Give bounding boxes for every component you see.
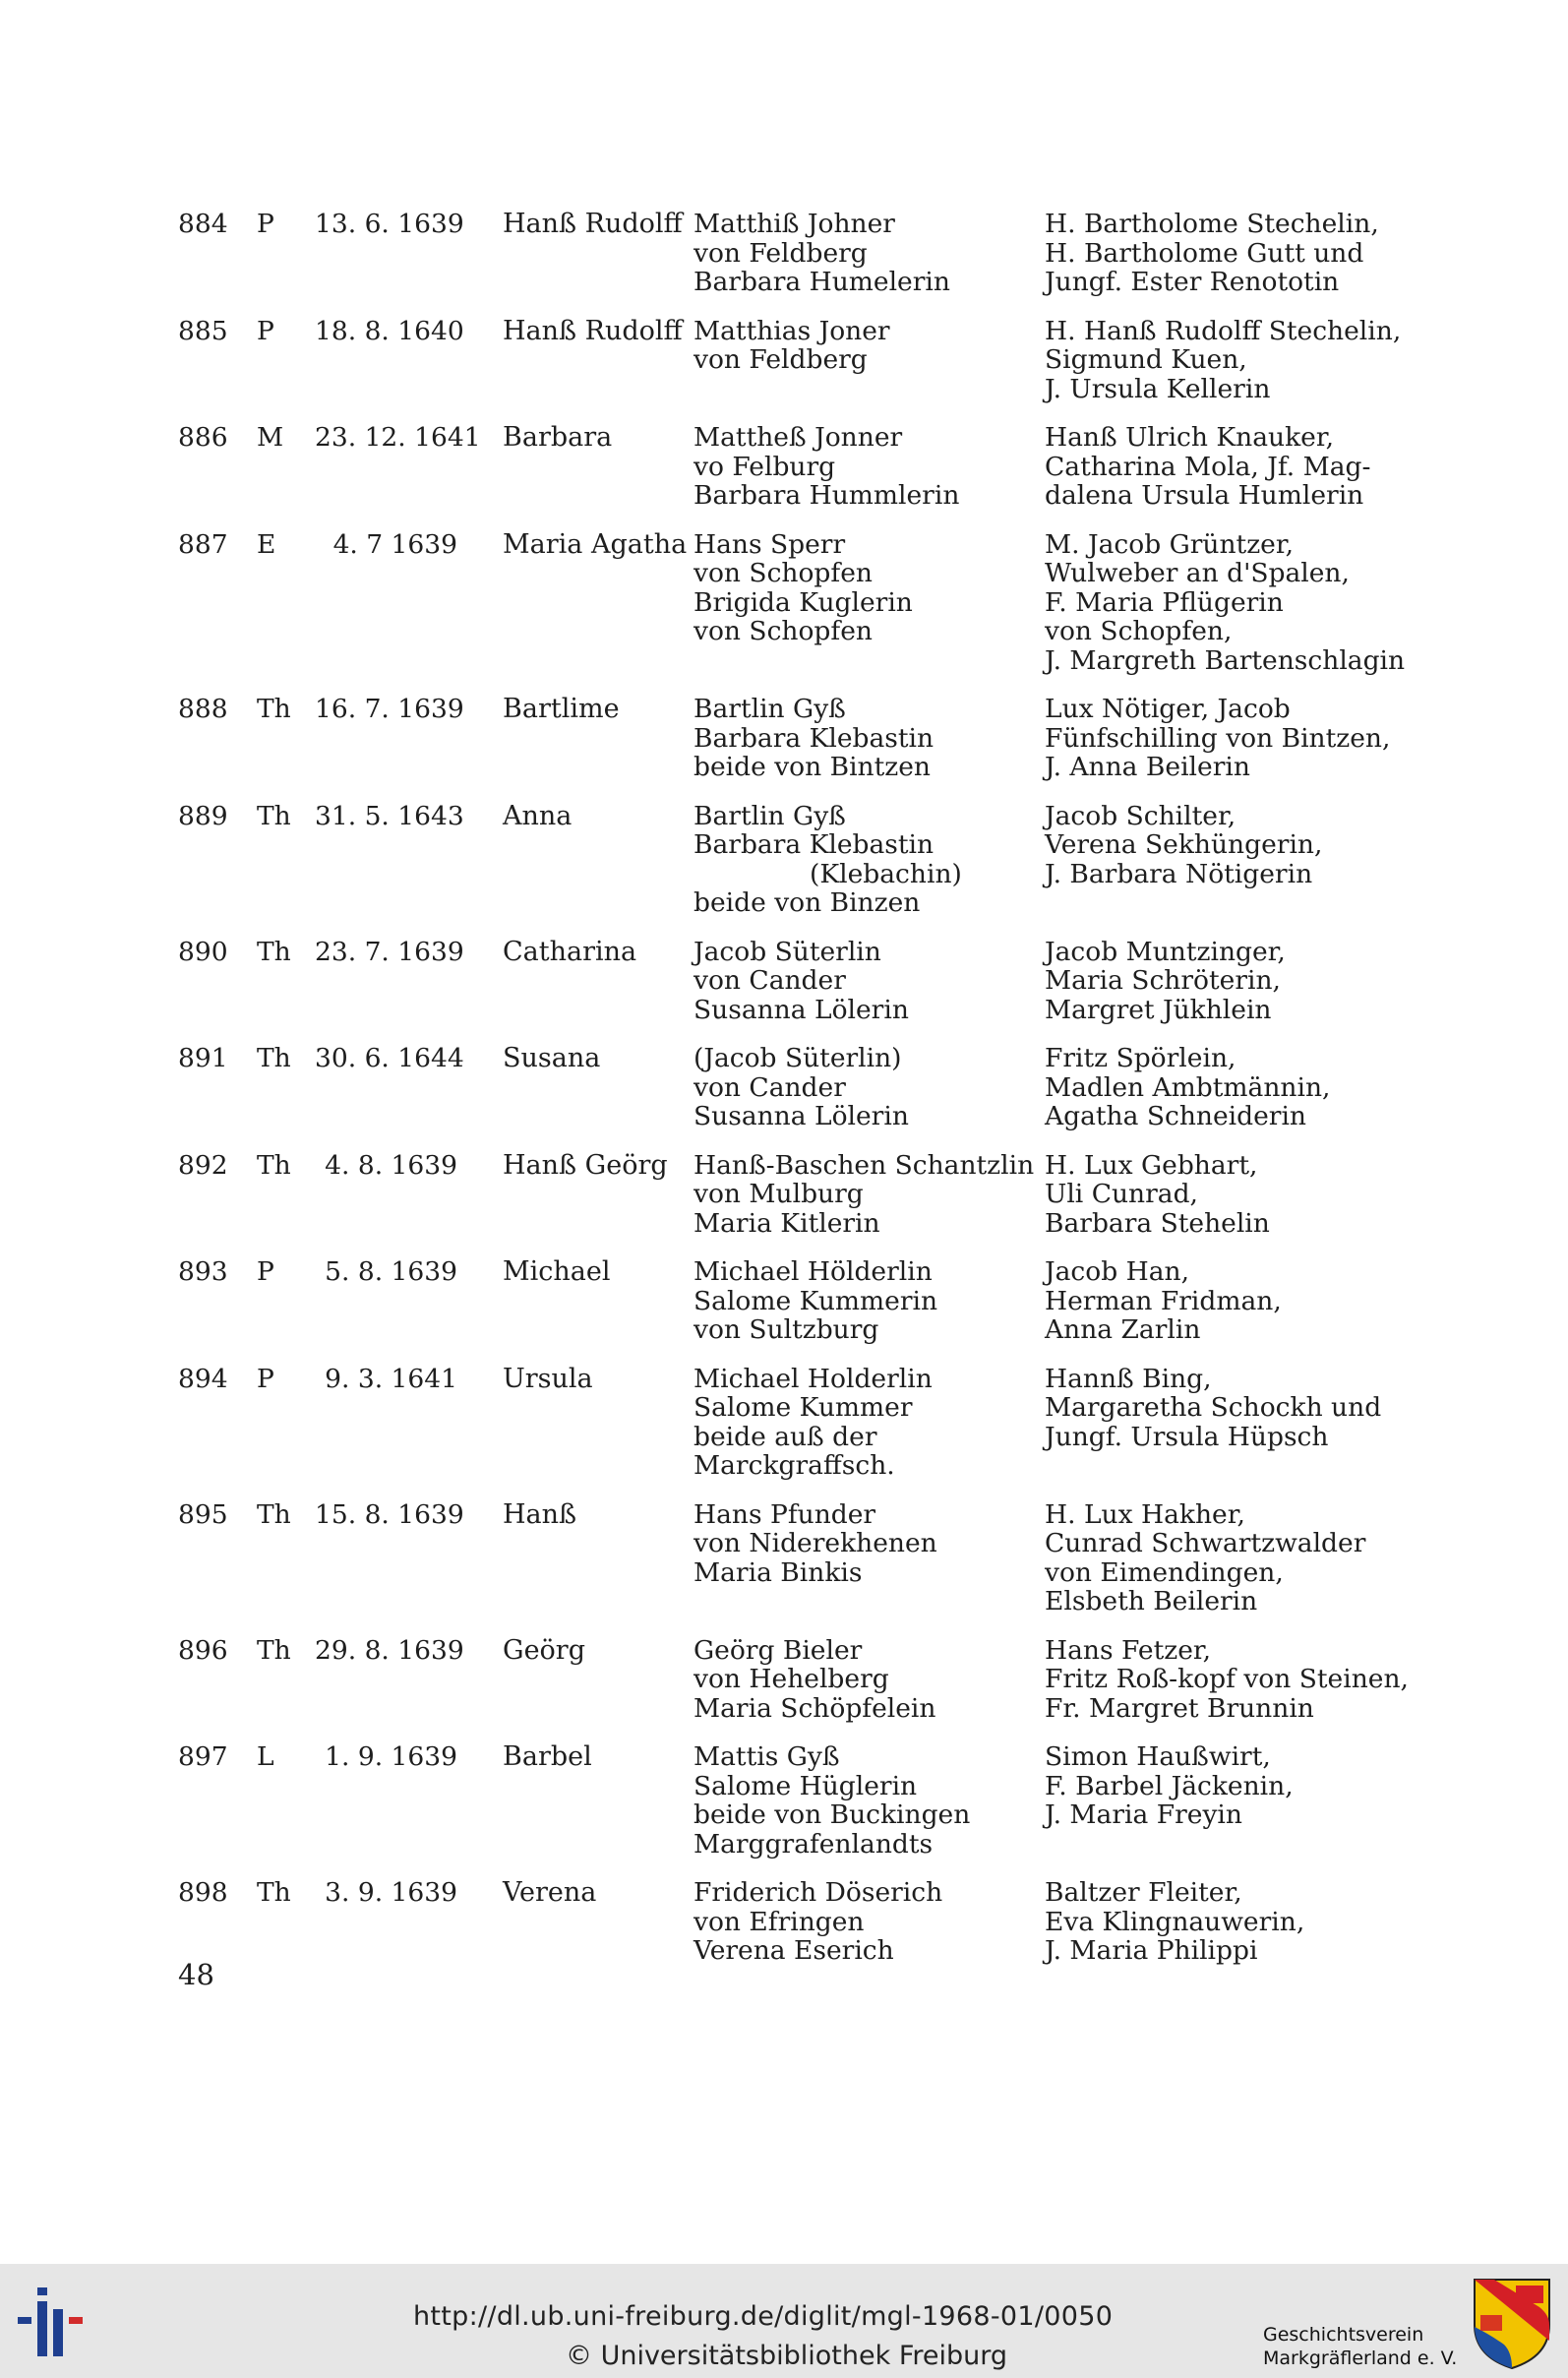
parent-line: beide von Bintzen	[694, 752, 931, 782]
entry-number: 896	[178, 1634, 228, 1666]
parent-line: (Jacob Süterlin)	[694, 1043, 902, 1073]
sponsor-line: Anna Zarlin	[1045, 1314, 1201, 1345]
sponsor-line: H. Hanß Rudolff Stechelin,	[1045, 315, 1402, 346]
entry-code: Th	[257, 1634, 291, 1666]
entry-date: 4. 8. 1639	[325, 1149, 457, 1181]
entry-code: E	[257, 528, 276, 560]
sponsor-line: H. Bartholome Gutt und	[1045, 237, 1364, 269]
parents-column	[694, 695, 934, 782]
entry-code: P	[257, 1363, 274, 1394]
sponsor-line: Uli Cunrad,	[1045, 1179, 1198, 1209]
parents-column	[694, 530, 913, 646]
sponsor-line: Simon Haußwirt,	[1045, 1741, 1271, 1772]
entry-date: 18. 8. 1640	[315, 315, 464, 346]
sponsor-line: Margaretha Schockh und	[1045, 1392, 1382, 1423]
sponsor-line: Baltzer Fleiter,	[1045, 1877, 1242, 1908]
entry-code: Th	[257, 936, 291, 967]
entry-code: Th	[257, 1149, 291, 1181]
child-name: Barbel	[503, 1741, 592, 1772]
entry-code: Th	[257, 800, 291, 831]
sponsor-line: Jungf. Ursula Hüpsch	[1045, 1421, 1329, 1452]
parents-column	[694, 1365, 933, 1481]
entry-date: 5. 8. 1639	[325, 1256, 457, 1287]
sponsors-column	[1045, 695, 1390, 782]
parent-line: Michael Hölderlin	[694, 1256, 933, 1287]
entry-date: 31. 5. 1643	[315, 800, 464, 831]
parent-line: von Hehelberg	[694, 1664, 889, 1694]
parent-line: Maria Kitlerin	[694, 1207, 880, 1239]
parent-line: von Feldberg	[694, 237, 868, 269]
parent-line: von Cander	[694, 965, 846, 996]
entry-number: 893	[178, 1256, 228, 1287]
entry-date: 15. 8. 1639	[315, 1498, 464, 1530]
parent-line: Hans Pfunder	[694, 1498, 876, 1530]
sponsor-line: J. Margreth Bartenschlagin	[1045, 644, 1406, 676]
parents-column	[694, 1636, 935, 1724]
entry-date: 29. 8. 1639	[315, 1634, 464, 1666]
parent-line: von Mulburg	[694, 1179, 864, 1209]
parent-line: Maria Binkis	[694, 1556, 863, 1588]
sponsor-line: Verena Sekhüngerin,	[1045, 829, 1323, 860]
sponsor-line: Lux Nötiger, Jacob	[1045, 694, 1291, 724]
sponsors-column	[1045, 1878, 1304, 1966]
sponsor-line: Herman Fridman,	[1045, 1285, 1282, 1316]
entry-number: 892	[178, 1149, 228, 1181]
parent-line: Marckgraffsch.	[694, 1450, 895, 1481]
parents-column	[694, 1500, 937, 1588]
entry-number: 897	[178, 1741, 228, 1772]
child-name: Barbara	[503, 422, 613, 453]
entry-number: 898	[178, 1877, 228, 1908]
society-name-line2: Markgräflerland e. V.	[1263, 2348, 1458, 2369]
sponsor-line: Jacob Han,	[1045, 1256, 1190, 1287]
sponsors-column	[1045, 423, 1370, 511]
sponsor-line: Maria Schröterin,	[1045, 965, 1281, 996]
entry-number: 889	[178, 800, 228, 831]
sponsors-column	[1045, 1365, 1381, 1452]
sponsor-line: von Eimendingen,	[1045, 1556, 1284, 1588]
sponsor-line: Fünfschilling von Bintzen,	[1045, 722, 1391, 754]
sponsor-line: Wulweber an d'Spalen,	[1045, 558, 1350, 588]
sponsor-line: Eva Klingnauwerin,	[1045, 1906, 1305, 1937]
child-name: Hanß	[503, 1498, 577, 1530]
sponsor-line: von Schopfen,	[1045, 616, 1233, 646]
sponsor-line: Fr. Margret Brunnin	[1045, 1692, 1314, 1724]
entry-number: 884	[178, 209, 228, 239]
child-name: Geörg	[503, 1634, 585, 1666]
parents-column	[694, 423, 959, 511]
sponsor-line: Sigmund Kuen,	[1045, 344, 1247, 375]
parent-line: Matthias Joner	[694, 315, 890, 346]
sponsor-line: Cunrad Schwartzwalder	[1045, 1528, 1366, 1558]
entry-date: 16. 7. 1639	[315, 694, 464, 724]
parent-line: Jacob Süterlin	[694, 936, 881, 967]
parent-line: beide auß der	[694, 1421, 877, 1452]
sponsor-line: Jacob Schilter,	[1045, 800, 1236, 831]
sponsor-line: Hans Fetzer,	[1045, 1634, 1212, 1666]
entry-number: 894	[178, 1363, 228, 1394]
parent-line: von Schopfen	[694, 558, 873, 588]
viewer-footer	[0, 2264, 1568, 2378]
sponsors-column	[1045, 1044, 1330, 1131]
parent-line: Susanna Lölerin	[694, 1101, 909, 1131]
parent-line: Hans Sperr	[694, 528, 846, 560]
sponsor-line: Hannß Bing,	[1045, 1363, 1212, 1394]
society-name-line1: Geschichtsverein	[1263, 2324, 1424, 2346]
sponsors-column	[1045, 1636, 1409, 1724]
parent-line: beide von Buckingen	[694, 1799, 971, 1830]
parent-line: von Feldberg	[694, 344, 868, 375]
parent-line: von Efringen	[694, 1906, 865, 1937]
parent-line: Friderich Döserich	[694, 1877, 943, 1908]
parent-line: beide von Binzen	[694, 887, 921, 918]
sponsor-line: H. Lux Hakher,	[1045, 1498, 1245, 1530]
child-name: Michael	[503, 1256, 611, 1287]
parent-line: Bartlin Gyß	[694, 694, 846, 724]
parent-line: von Cander	[694, 1071, 846, 1103]
parents-column	[694, 1878, 942, 1966]
parent-line: (Klebachin)	[810, 858, 962, 889]
sponsors-column	[1045, 1742, 1294, 1830]
sponsor-line: F. Maria Pflügerin	[1045, 586, 1284, 618]
entry-number: 887	[178, 528, 228, 560]
parent-line: Barbara Klebastin	[694, 722, 935, 754]
sponsor-line: Jacob Muntzinger,	[1045, 936, 1286, 967]
parents-column	[694, 317, 890, 375]
entry-date: 30. 6. 1644	[315, 1043, 464, 1073]
parents-column	[694, 938, 909, 1025]
child-name: Hanß Rudolff	[503, 315, 683, 346]
parent-line: Hanß-Baschen Schantzlin	[694, 1149, 1035, 1181]
sponsor-line: H. Lux Gebhart,	[1045, 1149, 1258, 1181]
sponsors-column	[1045, 317, 1401, 404]
entry-number: 895	[178, 1498, 228, 1530]
sponsors-column	[1045, 1257, 1282, 1345]
child-name: Bartlime	[503, 694, 620, 724]
parents-column	[694, 1044, 909, 1131]
entry-number: 888	[178, 694, 228, 724]
entry-date: 1. 9. 1639	[325, 1741, 457, 1772]
child-name: Hanß Rudolff	[503, 209, 683, 239]
parents-column	[694, 1257, 937, 1345]
child-name: Verena	[503, 1877, 597, 1908]
entry-code: Th	[257, 1877, 291, 1908]
sponsor-line: Catharina Mola, Jf. Mag-	[1045, 451, 1371, 482]
child-name: Catharina	[503, 936, 637, 967]
sponsor-line: Agatha Schneiderin	[1045, 1101, 1306, 1131]
entry-code: P	[257, 1256, 274, 1287]
sponsor-line: F. Barbel Jäckenin,	[1045, 1770, 1294, 1801]
sponsors-column	[1045, 938, 1286, 1025]
sponsor-line: dalena Ursula Humlerin	[1045, 480, 1364, 511]
permalink-link[interactable]: http://dl.ub.uni-freiburg.de/diglit/mgl-1968-01/0050	[413, 2301, 1114, 2332]
sponsor-line: Jungf. Ester Renototin	[1045, 267, 1340, 297]
parent-line: von Schopfen	[694, 616, 873, 646]
parent-line: Salome Kummer	[694, 1392, 913, 1423]
sponsor-line: Madlen Ambtmännin,	[1045, 1071, 1331, 1103]
sponsor-line: H. Bartholome Stechelin,	[1045, 209, 1379, 239]
entry-number: 886	[178, 422, 228, 453]
entry-date: 13. 6. 1639	[315, 209, 464, 239]
entry-date: 4. 7 1639	[332, 528, 457, 560]
page-number: 48	[178, 1958, 214, 1991]
entry-number: 890	[178, 936, 228, 967]
sponsors-column	[1045, 210, 1379, 297]
parent-line: Salome Hüglerin	[694, 1770, 918, 1801]
sponsor-line: Margret Jükhlein	[1045, 994, 1272, 1025]
parent-line: Verena Eserich	[694, 1935, 894, 1966]
parent-line: Barbara Humelerin	[694, 267, 950, 297]
child-name: Susana	[503, 1043, 601, 1073]
parent-line: Michael Holderlin	[694, 1363, 933, 1394]
sponsor-line: Hanß Ulrich Knauker,	[1045, 422, 1335, 453]
entry-date: 9. 3. 1641	[325, 1363, 457, 1394]
library-logo-icon[interactable]	[18, 2287, 98, 2356]
child-name: Ursula	[503, 1363, 593, 1394]
sponsor-line: J. Ursula Kellerin	[1045, 373, 1271, 404]
parent-line: von Niderekhenen	[694, 1528, 937, 1558]
sponsor-line: J. Maria Freyin	[1045, 1799, 1242, 1830]
parent-line: Mattheß Jonner	[694, 422, 903, 453]
coat-of-arms-icon[interactable]	[1471, 2276, 1553, 2370]
parent-line: von Sultzburg	[694, 1314, 879, 1345]
sponsor-line: Fritz Spörlein,	[1045, 1043, 1236, 1073]
parent-line: Susanna Lölerin	[694, 994, 909, 1025]
parents-column	[694, 1742, 970, 1859]
sponsors-column	[1045, 1500, 1365, 1616]
entry-code: Th	[257, 694, 291, 724]
sponsor-line: J. Barbara Nötigerin	[1045, 858, 1313, 889]
parent-line: Geörg Bieler	[694, 1634, 863, 1666]
parent-line: Barbara Hummlerin	[694, 480, 960, 511]
entry-number: 891	[178, 1043, 228, 1073]
entry-code: P	[257, 315, 274, 346]
copyright-notice: © Universitätsbibliothek Freiburg	[566, 2341, 1008, 2371]
sponsors-column	[1045, 1151, 1270, 1239]
entry-code: Th	[257, 1498, 291, 1530]
entry-number: 885	[178, 315, 228, 346]
sponsor-line: Barbara Stehelin	[1045, 1207, 1270, 1239]
sponsors-column	[1045, 802, 1322, 889]
society-name	[1263, 2323, 1457, 2370]
parents-column	[694, 1151, 1034, 1239]
sponsor-line: J. Anna Beilerin	[1045, 752, 1250, 782]
entry-code: M	[257, 422, 284, 453]
entry-code: L	[257, 1741, 274, 1772]
parent-line: Matthiß Johner	[694, 209, 895, 239]
parent-line: vo Felburg	[694, 451, 836, 482]
entry-date: 23. 12. 1641	[315, 422, 481, 453]
parent-line: Maria Schöpfelein	[694, 1692, 936, 1724]
parent-line: Barbara Klebastin	[694, 829, 935, 860]
entry-code: Th	[257, 1043, 291, 1073]
parent-line: Mattis Gyß	[694, 1741, 840, 1772]
parent-line: Marggrafenlandts	[694, 1828, 934, 1860]
entry-date: 3. 9. 1639	[325, 1877, 457, 1908]
parents-column	[694, 802, 962, 918]
child-name: Hanß Geörg	[503, 1149, 668, 1181]
parent-line: Brigida Kuglerin	[694, 586, 913, 618]
sponsors-column	[1045, 530, 1405, 676]
entry-date: 23. 7. 1639	[315, 936, 464, 967]
sponsor-line: Fritz Roß-kopf von Steinen,	[1045, 1664, 1409, 1694]
parent-line: Bartlin Gyß	[694, 800, 846, 831]
child-name: Anna	[503, 800, 573, 831]
parent-line: Salome Kummerin	[694, 1285, 938, 1316]
sponsor-line: M. Jacob Grüntzer,	[1045, 528, 1295, 560]
entry-code: P	[257, 209, 274, 239]
sponsor-line: Elsbeth Beilerin	[1045, 1586, 1258, 1616]
parents-column	[694, 210, 950, 297]
sponsor-line: J. Maria Philippi	[1045, 1935, 1258, 1966]
child-name: Maria Agatha	[503, 528, 688, 560]
